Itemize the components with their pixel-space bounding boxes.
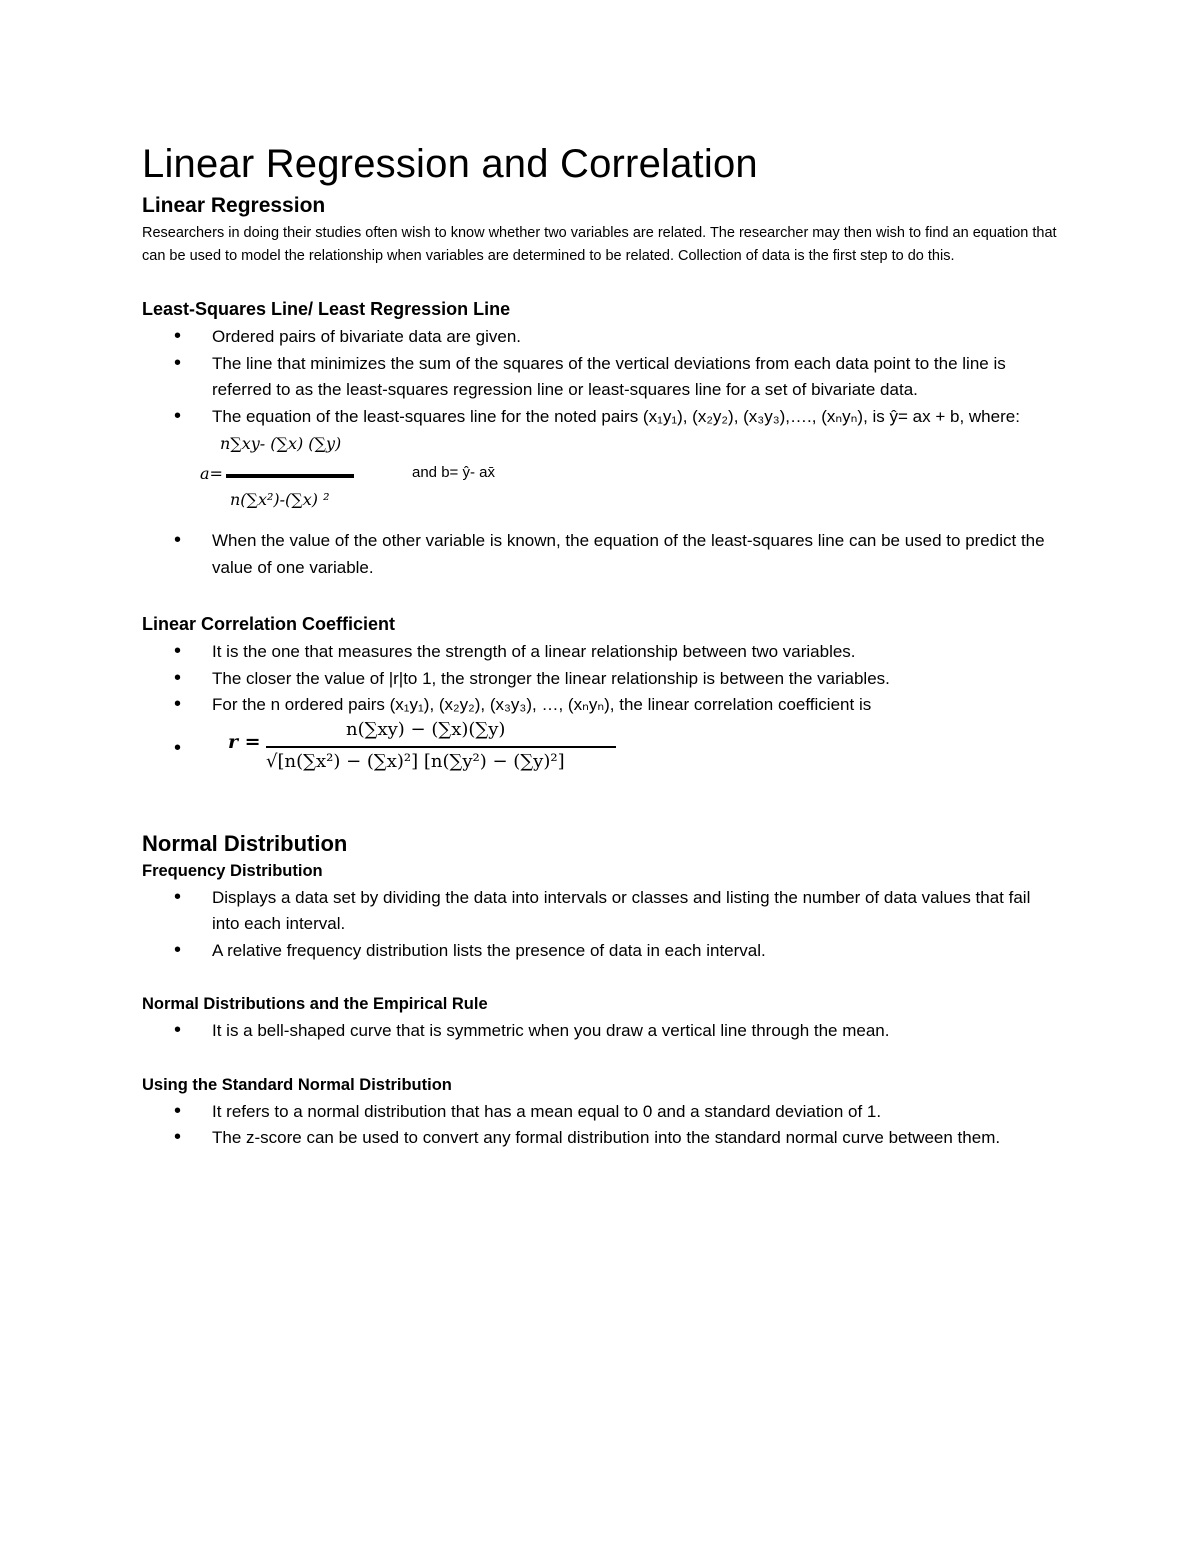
- list-item: • The line that minimizes the sum of the squares of the vertical deviations from each data point to the line is referred to as the least-squares regression line or least-squares line for a set of bivariate data.: [142, 351, 1062, 404]
- slope-formula: [142, 434, 1062, 522]
- correlation-formula-numerator: n(∑xy) − (∑x)(∑y): [346, 718, 506, 740]
- section-heading-linear-regression: Linear Regression: [142, 194, 326, 217]
- correlation-formula-lhs: r =: [228, 730, 261, 753]
- standard-normal-list: [142, 1099, 1062, 1152]
- slope-formula-denominator: n(∑x²)-(∑x) ²: [230, 490, 330, 509]
- fraction-bar: [266, 746, 616, 748]
- list-item: • It is a bell-shaped curve that is symmetric when you draw a vertical line through the mean.: [142, 1018, 1062, 1045]
- list-item: • For the n ordered pairs (x₁y₁), (x₂y₂), (x₃y₃), …, (xₙyₙ), the linear correlation coefficient is: [142, 692, 1062, 719]
- section-heading-correlation: Linear Correlation Coefficient: [142, 614, 396, 634]
- correlation-formula-denominator: √[n(∑x²) − (∑x)²] [n(∑y²) − (∑y)²]: [266, 750, 565, 772]
- list-item: • Displays a data set by dividing the data into intervals or classes and listing the number of data values that fail into each interval.: [142, 885, 1062, 938]
- empirical-list: [142, 1018, 1062, 1045]
- linear-regression-paragraph: Researchers in doing their studies often wish to know whether two variables are related. The researcher may then wish to find an equation that can be used to model the relationship when variables are determined to be related. Collection of data is the first step to do this.: [142, 225, 1057, 264]
- slope-formula-numerator: n∑xy- (∑x) (∑y): [220, 434, 342, 453]
- list-item: • A relative frequency distribution lists the presence of data in each interval.: [142, 938, 1062, 965]
- subheading-frequency-distribution: Frequency Distribution: [142, 861, 323, 880]
- slope-formula-lhs: a=: [200, 464, 223, 483]
- list-item: • The equation of the least-squares line for the noted pairs (x₁y₁), (x₂y₂), (x₃y₃),…., (xₙyₙ), is ŷ= ax + b, where:: [142, 404, 1062, 431]
- section-heading-normal-distribution: Normal Distribution: [142, 830, 348, 856]
- intercept-formula: and b= ŷ- ax̄: [412, 464, 495, 481]
- list-item: • The closer the value of |r|to 1, the stronger the linear relationship is between the variables.: [142, 666, 1062, 693]
- section-heading-least-squares: Least-Squares Line/ Least Regression Line: [142, 299, 511, 319]
- subheading-empirical-rule: Normal Distributions and the Empirical Rule: [142, 995, 488, 1013]
- correlation-list: [142, 639, 1062, 719]
- list-item: • When the value of the other variable is known, the equation of the least-squares line can be used to predict the value of one variable.: [142, 528, 1062, 581]
- least-squares-list: [142, 324, 1062, 430]
- bullet-dot: •: [174, 736, 182, 759]
- document-content: [142, 140, 1062, 1152]
- least-squares-list-continued: [142, 528, 1062, 581]
- subheading-standard-normal: Using the Standard Normal Distribution: [142, 1075, 452, 1094]
- fraction-bar: [226, 474, 354, 478]
- frequency-list: [142, 885, 1062, 965]
- list-item: • Ordered pairs of bivariate data are given.: [142, 324, 1062, 351]
- list-item: • It refers to a normal distribution that has a mean equal to 0 and a standard deviation of 1.: [142, 1099, 1062, 1126]
- document-title: Linear Regression and Correlation: [142, 142, 758, 186]
- list-item: • It is the one that measures the strength of a linear relationship between two variables.: [142, 639, 1062, 666]
- list-item: • The z-score can be used to convert any formal distribution into the standard normal curve between them.: [142, 1125, 1062, 1152]
- correlation-formula: [142, 719, 1062, 779]
